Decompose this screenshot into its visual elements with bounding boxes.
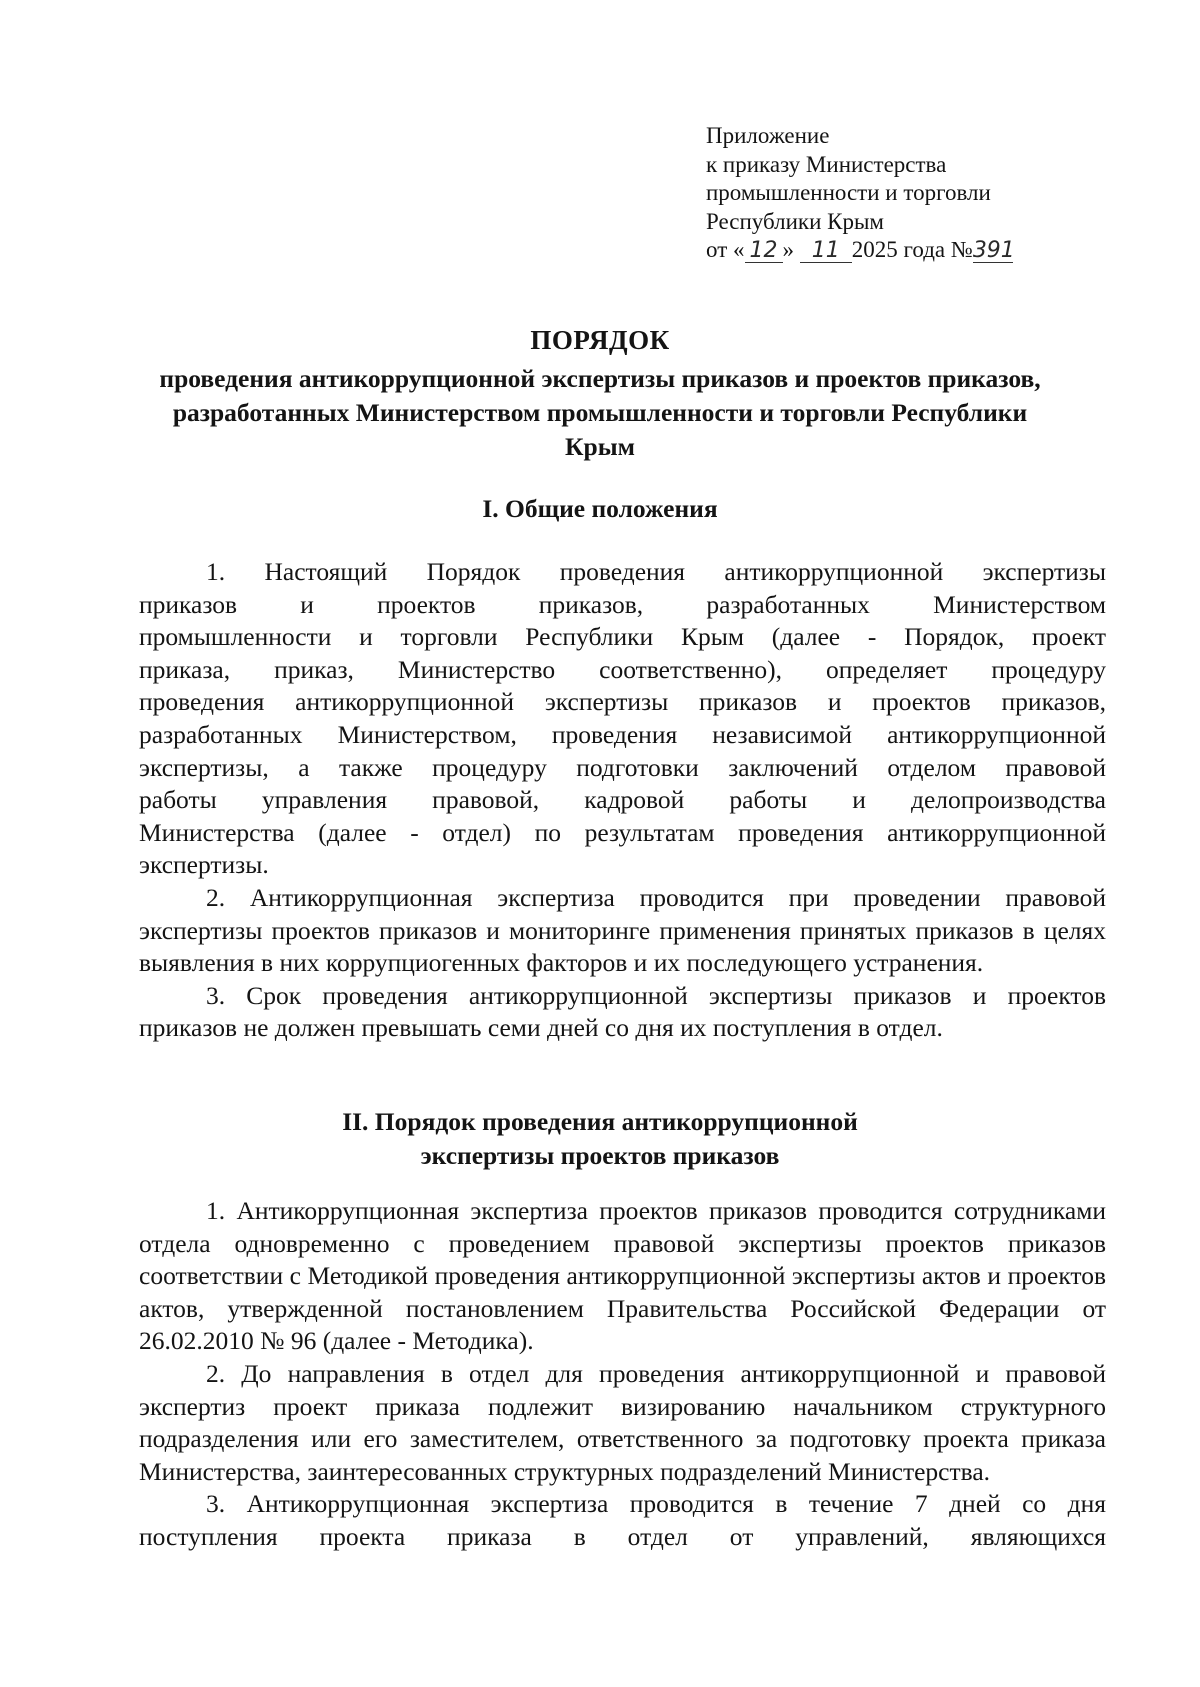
section-2-heading bbox=[140, 1105, 1060, 1173]
section-1-paragraph-3: 3. Срок проведения антикоррупционной экспертизы приказов и проектов приказов не должен превышать семи дней со дня их поступления в отдел. bbox=[139, 980, 1106, 1043]
section-1-body bbox=[139, 556, 1106, 1045]
paragraph-line: экспертизы. bbox=[139, 850, 269, 880]
document-title: ПОРЯДОК bbox=[530, 325, 670, 355]
appendix-line-4: Республики Крым bbox=[706, 208, 884, 234]
section-2-paragraph-1: 1. Антикоррупционная экспертиза проектов приказов проводится сотрудниками отдела одновременно с проведением правовой экспертизы проектов приказов соответствии с Методикой проведения антикоррупционной экспертизы актов и проектов актов, утвержденной постановлением Правительства Российской Федерации от 26.02.2010 № 96 (далее - Методика). bbox=[139, 1196, 1106, 1356]
date-month-field bbox=[800, 239, 852, 263]
paragraph-line: экспертизы, а также процедуру подготовки заключений отделом правовой bbox=[139, 752, 1106, 782]
section-1-paragraph-2: 2. Антикоррупционная экспертиза проводится при проведении правовой экспертизы проектов приказов и мониторинге применения принятых приказов в целях выявления в них коррупциогенных факторов и их последующего устранения. bbox=[139, 882, 1106, 978]
paragraph-line: приказа, приказ, Министерство соответственно), определяет процедуру bbox=[139, 654, 1106, 684]
section-2-body bbox=[139, 1195, 1106, 1554]
appendix-block bbox=[706, 122, 1086, 265]
section-1-heading: I. Общие положения bbox=[482, 494, 718, 523]
section-2-paragraph-3: 3. Антикоррупционная экспертиза проводится в течение 7 дней со дня поступления проекта приказа в отдел от управлений, являющихся bbox=[139, 1489, 1106, 1551]
appendix-line-1: Приложение bbox=[706, 123, 830, 148]
appendix-line-2: к приказу Министерства bbox=[706, 151, 947, 177]
handwritten-month: 11 bbox=[811, 238, 840, 263]
date-separator: » bbox=[782, 237, 794, 262]
date-year-text: 2025 года № bbox=[851, 237, 973, 262]
appendix-line-3: промышленности и торговли bbox=[706, 180, 991, 205]
paragraph-line: Министерства (далее - отдел) по результатам проведения антикоррупционной bbox=[139, 817, 1106, 847]
document-subtitle: проведения антикоррупционной экспертизы приказов и проектов приказов, разработанных Министерством промышленности и торговли Республики Крым bbox=[159, 364, 1041, 461]
appendix-date-line bbox=[706, 236, 1086, 265]
paragraph-line: работы управления правовой, кадровой работы и делопроизводства bbox=[139, 785, 1106, 815]
paragraph-line: проведения антикоррупционной экспертизы приказов и проектов приказов, bbox=[139, 687, 1106, 717]
date-prefix: от « bbox=[706, 237, 745, 262]
section-2-heading-line-1: II. Порядок проведения антикоррупционной bbox=[342, 1107, 858, 1136]
section-2-heading-line-2: экспертизы проектов приказов bbox=[420, 1141, 780, 1170]
order-number-field bbox=[973, 239, 1013, 263]
handwritten-order-number: 391 bbox=[972, 238, 1015, 263]
paragraph-line: разработанных Министерством, проведения независимой антикоррупционной bbox=[139, 719, 1106, 749]
date-day-field bbox=[745, 239, 783, 263]
paragraph-line: промышленности и торговли Республики Крым (далее - Порядок, проект bbox=[139, 622, 1106, 652]
section-1-paragraph-1 bbox=[139, 556, 1106, 882]
paragraph-line: приказов и проектов приказов, разработанных Министерством bbox=[139, 589, 1106, 619]
section-2-paragraph-2: 2. До направления в отдел для проведения антикоррупционной и правовой экспертиз проект приказа подлежит визированию начальником структурного подразделения или его заместителем, ответственного за подготовку проекта приказа Министерства, заинтересованных структурных подразделений Министерства. bbox=[139, 1358, 1106, 1486]
handwritten-day: 12 bbox=[749, 238, 778, 263]
paragraph-line: 1. Настоящий Порядок проведения антикоррупционной экспертизы bbox=[206, 557, 1106, 586]
